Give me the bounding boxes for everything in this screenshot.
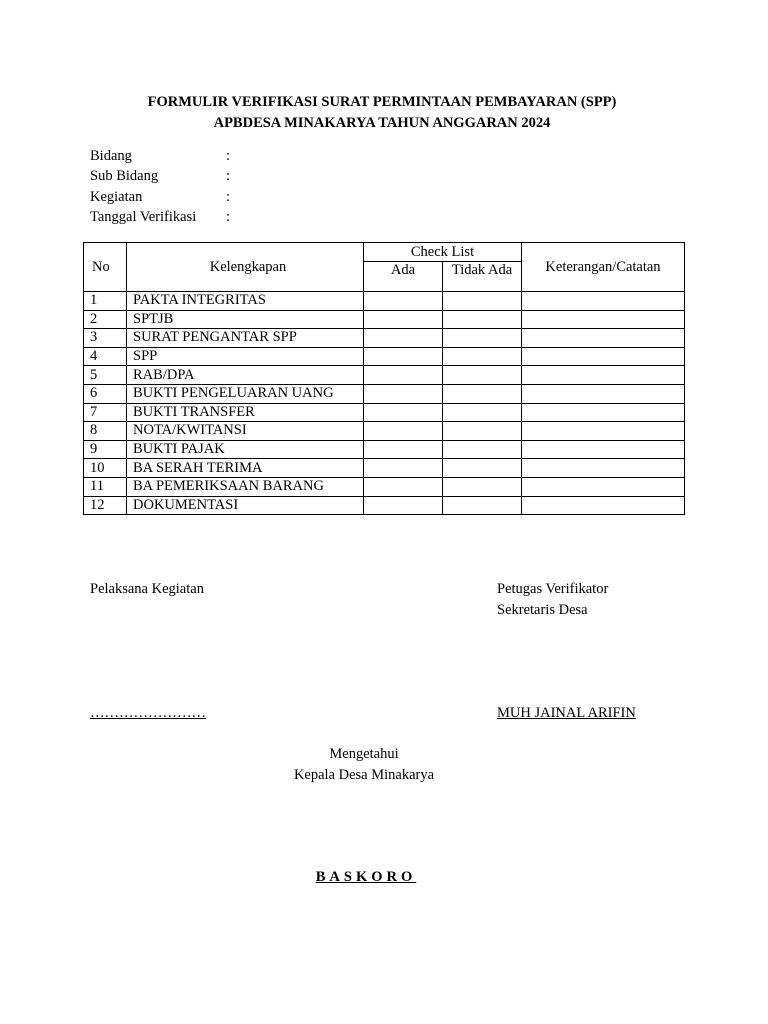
info-row-tanggal-verifikasi bbox=[90, 207, 230, 227]
cell-ada bbox=[364, 310, 443, 329]
signature-role-pelaksana: Pelaksana Kegiatan bbox=[90, 581, 204, 597]
info-colon: : bbox=[226, 168, 231, 184]
row-item: SURAT PENGANTAR SPP bbox=[127, 329, 364, 348]
row-item: SPP bbox=[127, 347, 364, 366]
row-number: 8 bbox=[84, 422, 127, 441]
table-row bbox=[84, 329, 685, 348]
info-label: Bidang bbox=[90, 148, 132, 164]
row-number: 3 bbox=[84, 329, 127, 348]
row-item: RAB/DPA bbox=[127, 366, 364, 385]
row-number: 2 bbox=[84, 310, 127, 329]
signature-name-pelaksana: …………………… bbox=[90, 705, 206, 721]
table-row bbox=[84, 292, 685, 311]
form-subtitle: APBDESA MINAKARYA TAHUN ANGGARAN 2024 bbox=[213, 115, 551, 131]
signature-mengetahui: Mengetahui bbox=[329, 746, 399, 762]
cell-keterangan bbox=[522, 422, 685, 441]
info-label: Kegiatan bbox=[90, 189, 143, 205]
info-row-bidang bbox=[90, 146, 230, 166]
table-row bbox=[84, 496, 685, 515]
header-no: No bbox=[84, 243, 127, 292]
header-ada: Ada bbox=[364, 262, 443, 292]
cell-ada bbox=[364, 292, 443, 311]
table-row bbox=[84, 347, 685, 366]
table-row bbox=[84, 459, 685, 478]
cell-tidak-ada bbox=[443, 422, 522, 441]
table-row bbox=[84, 403, 685, 422]
cell-tidak-ada bbox=[443, 366, 522, 385]
cell-keterangan bbox=[522, 310, 685, 329]
cell-tidak-ada bbox=[443, 347, 522, 366]
table-row bbox=[84, 440, 685, 459]
cell-ada bbox=[364, 329, 443, 348]
cell-ada bbox=[364, 422, 443, 441]
cell-keterangan bbox=[522, 477, 685, 496]
row-item: DOKUMENTASI bbox=[127, 496, 364, 515]
cell-ada bbox=[364, 496, 443, 515]
cell-keterangan bbox=[522, 403, 685, 422]
row-item: PAKTA INTEGRITAS bbox=[127, 292, 364, 311]
cell-tidak-ada bbox=[443, 310, 522, 329]
header-checklist: Check List bbox=[364, 243, 522, 262]
info-colon: : bbox=[226, 209, 231, 225]
header-kelengkapan: Kelengkapan bbox=[127, 243, 364, 292]
cell-keterangan bbox=[522, 366, 685, 385]
info-row-kegiatan bbox=[90, 187, 230, 207]
row-item: SPTJB bbox=[127, 310, 364, 329]
cell-tidak-ada bbox=[443, 440, 522, 459]
info-colon: : bbox=[226, 189, 231, 205]
cell-tidak-ada bbox=[443, 329, 522, 348]
cell-keterangan bbox=[522, 496, 685, 515]
signature-role-verifikator: Petugas Verifikator bbox=[497, 581, 609, 597]
cell-ada bbox=[364, 366, 443, 385]
cell-ada bbox=[364, 347, 443, 366]
row-item: BUKTI PAJAK bbox=[127, 440, 364, 459]
cell-tidak-ada bbox=[443, 459, 522, 478]
header-tidak-ada: Tidak Ada bbox=[443, 262, 522, 292]
table-row bbox=[84, 366, 685, 385]
table-row bbox=[84, 477, 685, 496]
cell-tidak-ada bbox=[443, 384, 522, 403]
row-number: 12 bbox=[84, 496, 127, 515]
row-item: BUKTI PENGELUARAN UANG bbox=[127, 384, 364, 403]
row-number: 5 bbox=[84, 366, 127, 385]
cell-keterangan bbox=[522, 440, 685, 459]
cell-keterangan bbox=[522, 384, 685, 403]
info-label: Tanggal Verifikasi bbox=[90, 209, 197, 225]
signature-name-kepala-desa: BASKORO bbox=[315, 869, 417, 885]
row-number: 4 bbox=[84, 347, 127, 366]
info-label: Sub Bidang bbox=[90, 168, 159, 184]
row-number: 11 bbox=[84, 477, 127, 496]
cell-keterangan bbox=[522, 329, 685, 348]
info-colon: : bbox=[226, 148, 231, 164]
signature-role-kepala-desa: Kepala Desa Minakarya bbox=[293, 767, 435, 783]
row-item: BA PEMERIKSAAN BARANG bbox=[127, 477, 364, 496]
row-number: 7 bbox=[84, 403, 127, 422]
cell-keterangan bbox=[522, 347, 685, 366]
header-keterangan: Keterangan/Catatan bbox=[522, 243, 685, 292]
cell-ada bbox=[364, 384, 443, 403]
signature-role-sekretaris: Sekretaris Desa bbox=[497, 602, 588, 618]
row-number: 6 bbox=[84, 384, 127, 403]
row-item: BUKTI TRANSFER bbox=[127, 403, 364, 422]
checklist-table bbox=[83, 242, 685, 515]
cell-tidak-ada bbox=[443, 292, 522, 311]
row-number: 9 bbox=[84, 440, 127, 459]
table-row bbox=[84, 310, 685, 329]
cell-keterangan bbox=[522, 292, 685, 311]
table-row bbox=[84, 384, 685, 403]
cell-tidak-ada bbox=[443, 477, 522, 496]
info-row-sub-bidang bbox=[90, 166, 230, 186]
cell-keterangan bbox=[522, 459, 685, 478]
form-title: FORMULIR VERIFIKASI SURAT PERMINTAAN PEMBAYARAN (SPP) bbox=[147, 94, 617, 110]
table-row bbox=[84, 422, 685, 441]
signature-name-verifikator: MUH JAINAL ARIFIN bbox=[497, 705, 636, 721]
cell-tidak-ada bbox=[443, 403, 522, 422]
cell-ada bbox=[364, 440, 443, 459]
row-item: NOTA/KWITANSI bbox=[127, 422, 364, 441]
row-item: BA SERAH TERIMA bbox=[127, 459, 364, 478]
cell-ada bbox=[364, 403, 443, 422]
cell-ada bbox=[364, 477, 443, 496]
cell-tidak-ada bbox=[443, 496, 522, 515]
cell-ada bbox=[364, 459, 443, 478]
row-number: 10 bbox=[84, 459, 127, 478]
row-number: 1 bbox=[84, 292, 127, 311]
